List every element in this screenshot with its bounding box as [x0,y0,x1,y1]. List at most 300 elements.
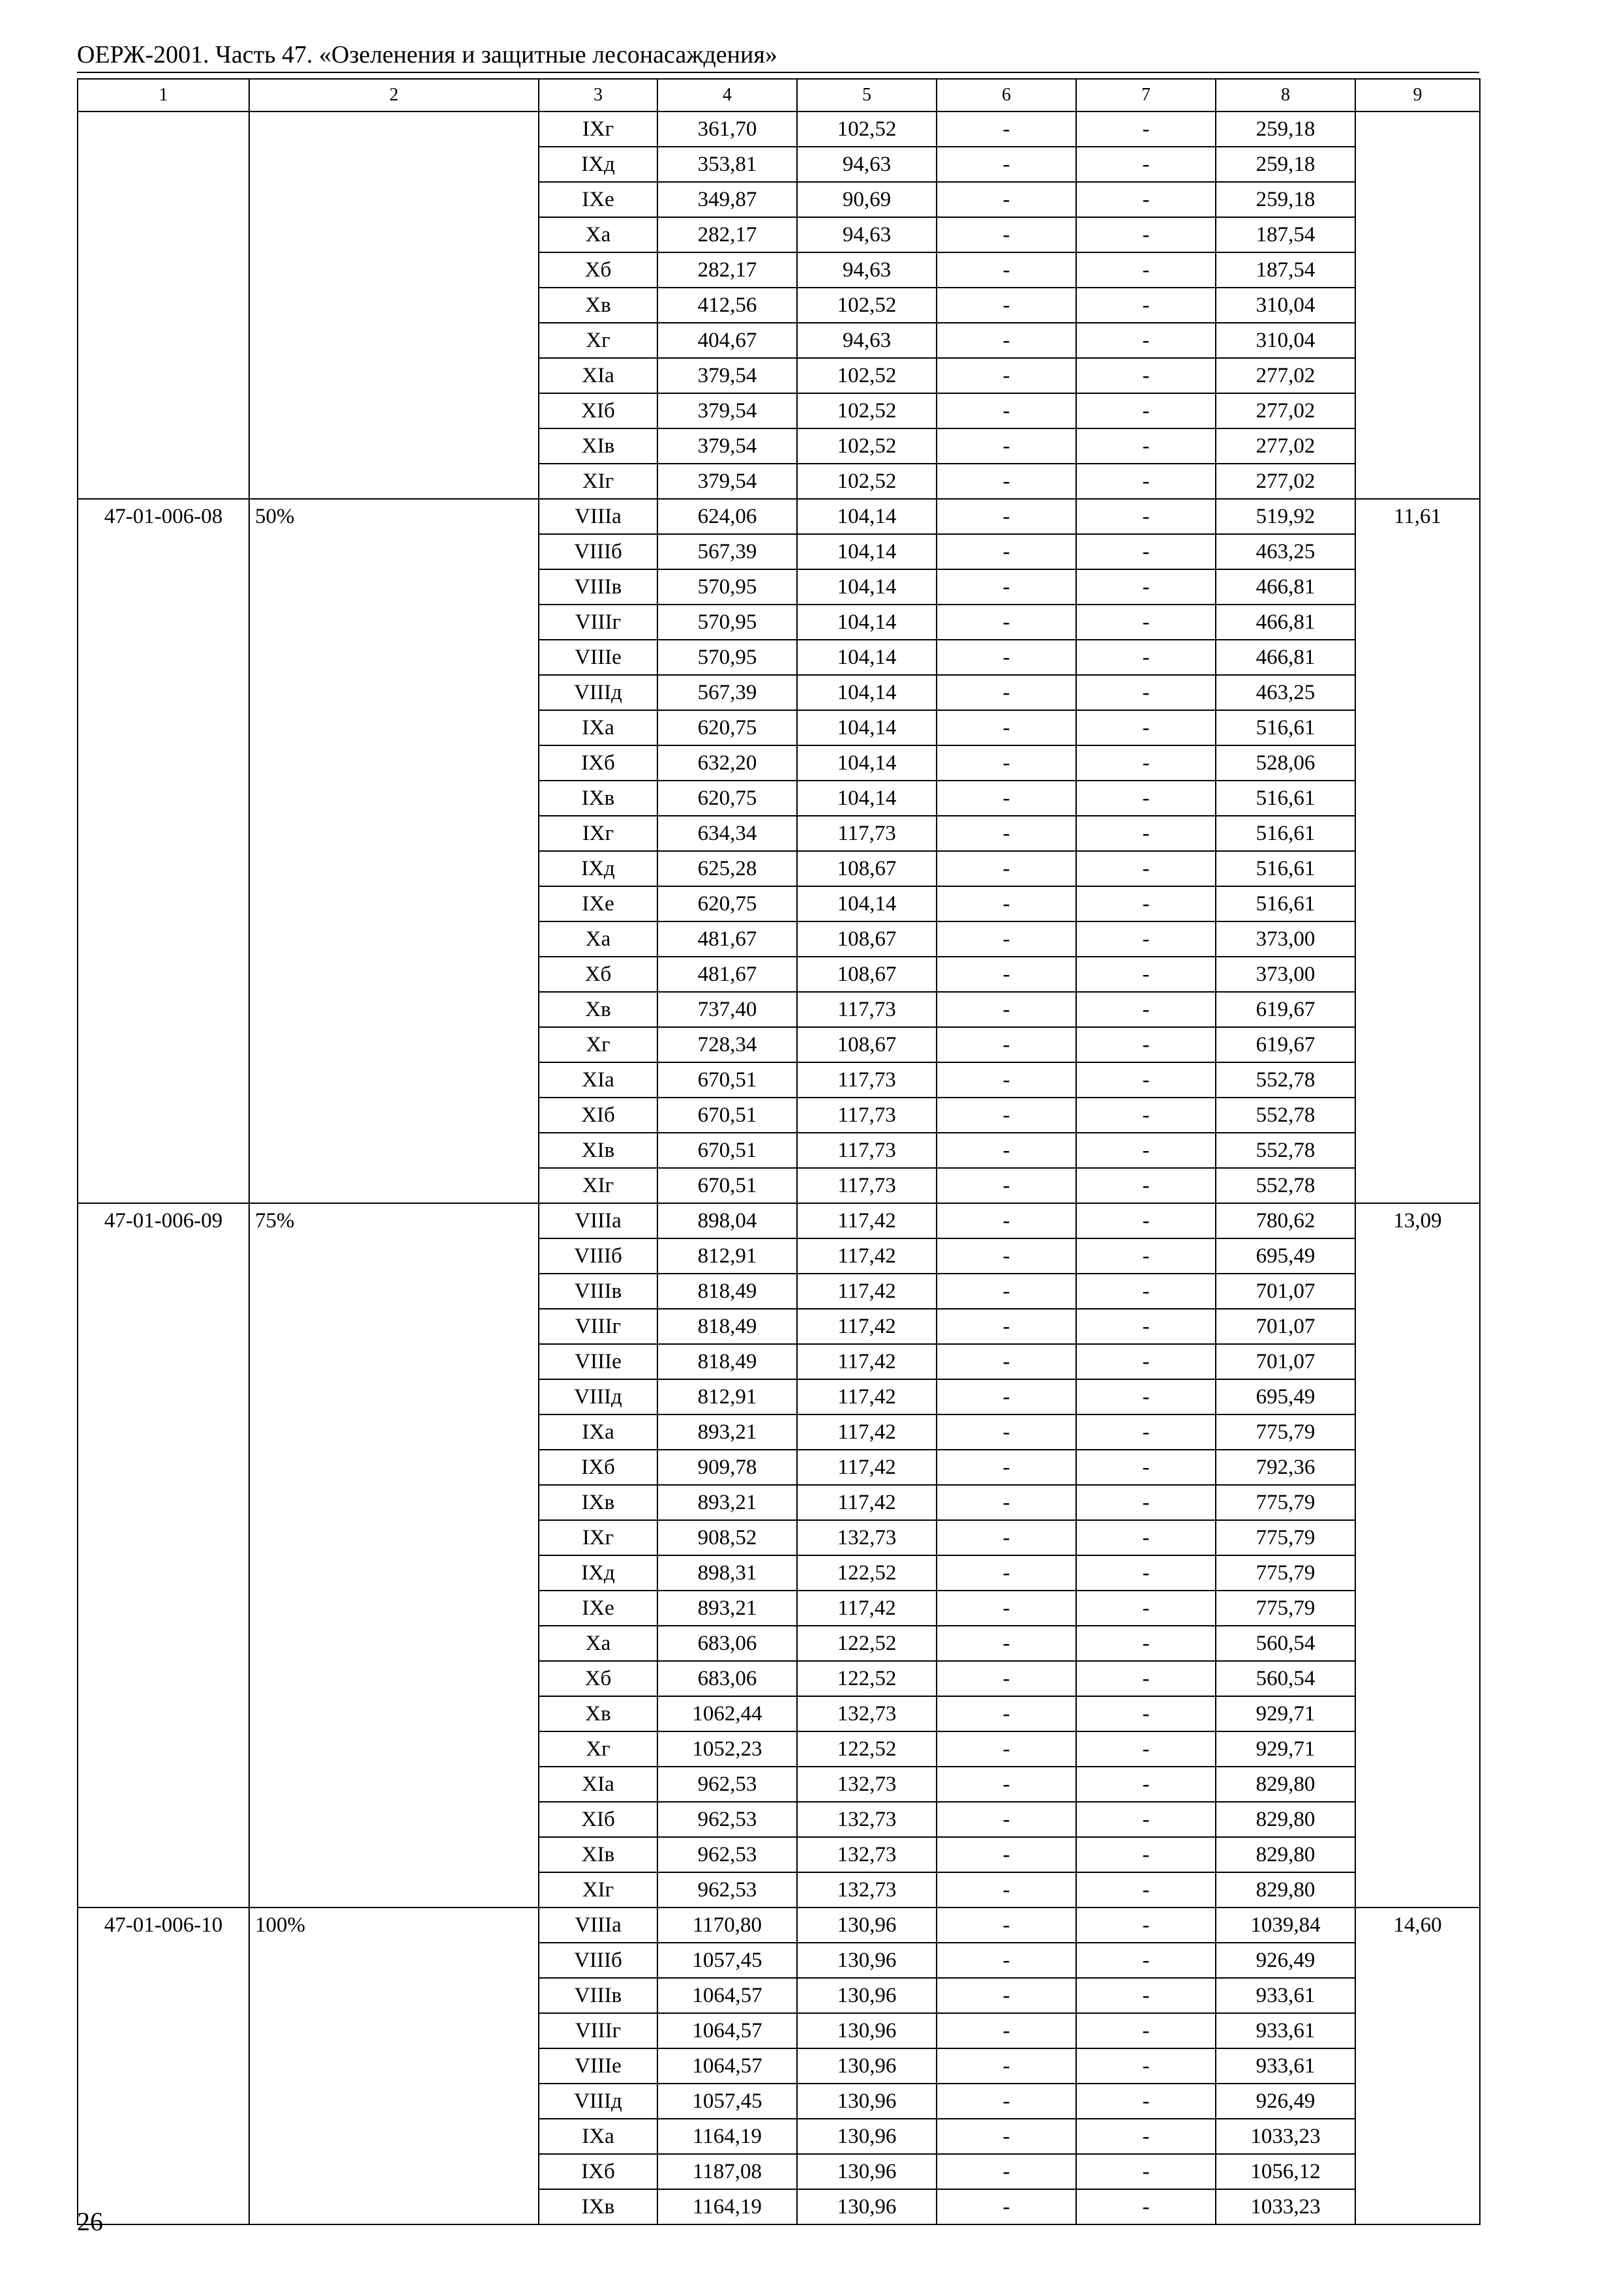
wage-cell: 132,73 [797,1802,937,1837]
machinist-wage-cell: - [1076,2013,1216,2048]
machines-cell: - [937,886,1076,921]
wage-cell: 104,14 [797,745,937,781]
machines-cell: - [937,1731,1076,1767]
column-header: 1 [78,79,249,112]
total-cost-cell: 567,39 [657,534,797,569]
machines-cell: - [937,1978,1076,2013]
machinist-wage-cell: - [1076,1414,1216,1450]
machines-cell: - [937,323,1076,358]
materials-cell: 695,49 [1216,1238,1355,1274]
zone-cell: VIIIд [539,1379,657,1414]
total-cost-cell: 1164,19 [657,2119,797,2154]
materials-cell: 775,79 [1216,1591,1355,1626]
zone-cell: VIIIе [539,640,657,675]
wage-cell: 104,14 [797,781,937,816]
machines-cell: - [937,1520,1076,1555]
machinist-wage-cell: - [1076,428,1216,464]
zone-cell: Xг [539,1731,657,1767]
materials-cell: 701,07 [1216,1274,1355,1309]
total-cost-cell: 1187,08 [657,2154,797,2189]
wage-cell: 122,52 [797,1731,937,1767]
machinist-wage-cell: - [1076,534,1216,569]
machines-cell: - [937,605,1076,640]
zone-cell: IXв [539,2189,657,2224]
labor-cost-cell: 11,61 [1355,499,1480,1203]
materials-cell: 187,54 [1216,217,1355,252]
rate-code-cell [78,112,249,499]
machinist-wage-cell: - [1076,2084,1216,2119]
zone-cell: IXе [539,886,657,921]
materials-cell: 516,61 [1216,781,1355,816]
materials-cell: 829,80 [1216,1767,1355,1802]
wage-cell: 130,96 [797,1978,937,2013]
wage-cell: 104,14 [797,534,937,569]
wage-cell: 94,63 [797,323,937,358]
machinist-wage-cell: - [1076,1238,1216,1274]
machines-cell: - [937,745,1076,781]
zone-cell: Xв [539,1696,657,1731]
machinist-wage-cell: - [1076,710,1216,745]
machinist-wage-cell: - [1076,957,1216,992]
wage-cell: 117,73 [797,1168,937,1203]
total-cost-cell: 1170,80 [657,1908,797,1943]
zone-cell: Xб [539,1661,657,1696]
machinist-wage-cell: - [1076,921,1216,957]
materials-cell: 466,81 [1216,569,1355,605]
materials-cell: 259,18 [1216,112,1355,147]
machinist-wage-cell: - [1076,886,1216,921]
wage-cell: 130,96 [797,2119,937,2154]
materials-cell: 552,78 [1216,1098,1355,1133]
machines-cell: - [937,393,1076,428]
machines-cell: - [937,534,1076,569]
wage-cell: 90,69 [797,182,937,217]
machinist-wage-cell: - [1076,1379,1216,1414]
total-cost-cell: 634,34 [657,816,797,851]
total-cost-cell: 570,95 [657,569,797,605]
machines-cell: - [937,288,1076,323]
column-header: 2 [249,79,539,112]
total-cost-cell: 353,81 [657,147,797,182]
total-cost-cell: 812,91 [657,1238,797,1274]
wage-cell: 117,42 [797,1414,937,1450]
materials-cell: 829,80 [1216,1802,1355,1837]
total-cost-cell: 379,54 [657,358,797,393]
materials-cell: 310,04 [1216,288,1355,323]
materials-cell: 373,00 [1216,957,1355,992]
machinist-wage-cell: - [1076,1591,1216,1626]
zone-cell: XIв [539,428,657,464]
wage-cell: 102,52 [797,112,937,147]
wage-cell: 122,52 [797,1661,937,1696]
machines-cell: - [937,147,1076,182]
total-cost-cell: 1164,19 [657,2189,797,2224]
zone-cell: XIб [539,393,657,428]
zone-cell: Xв [539,288,657,323]
total-cost-cell: 670,51 [657,1168,797,1203]
wage-cell: 130,96 [797,2048,937,2084]
zone-cell: XIа [539,1062,657,1098]
column-number-row [78,79,1480,112]
column-header: 8 [1216,79,1355,112]
machines-cell: - [937,2154,1076,2189]
materials-cell: 1033,23 [1216,2189,1355,2224]
wage-cell: 104,14 [797,710,937,745]
zone-cell: Xг [539,1027,657,1062]
zone-cell: VIIIг [539,605,657,640]
zone-cell: XIа [539,1767,657,1802]
total-cost-cell: 379,54 [657,464,797,499]
wage-cell: 132,73 [797,1767,937,1802]
wage-cell: 117,42 [797,1344,937,1379]
rate-name-cell: 50% [249,499,539,1203]
column-header: 9 [1355,79,1480,112]
machines-cell: - [937,1379,1076,1414]
materials-cell: 1056,12 [1216,2154,1355,2189]
materials-cell: 310,04 [1216,323,1355,358]
machinist-wage-cell: - [1076,358,1216,393]
zone-cell: IXг [539,112,657,147]
wage-cell: 94,63 [797,252,937,288]
column-header: 4 [657,79,797,112]
column-header: 7 [1076,79,1216,112]
zone-cell: XIб [539,1098,657,1133]
machines-cell: - [937,1238,1076,1274]
materials-cell: 775,79 [1216,1485,1355,1520]
total-cost-cell: 620,75 [657,710,797,745]
total-cost-cell: 282,17 [657,252,797,288]
zone-cell: XIг [539,464,657,499]
wage-cell: 102,52 [797,464,937,499]
machinist-wage-cell: - [1076,1978,1216,2013]
machinist-wage-cell: - [1076,1450,1216,1485]
labor-cost-cell: 13,09 [1355,1203,1480,1908]
machinist-wage-cell: - [1076,1837,1216,1872]
machinist-wage-cell: - [1076,252,1216,288]
zone-cell: IXа [539,710,657,745]
machinist-wage-cell: - [1076,1555,1216,1591]
total-cost-cell: 620,75 [657,781,797,816]
total-cost-cell: 412,56 [657,288,797,323]
zone-cell: VIIIг [539,2013,657,2048]
total-cost-cell: 683,06 [657,1626,797,1661]
materials-cell: 775,79 [1216,1555,1355,1591]
machinist-wage-cell: - [1076,1098,1216,1133]
zone-cell: IXд [539,147,657,182]
zone-cell: VIIIа [539,499,657,534]
rate-name-cell: 75% [249,1203,539,1908]
total-cost-cell: 1062,44 [657,1696,797,1731]
machinist-wage-cell: - [1076,1344,1216,1379]
materials-cell: 829,80 [1216,1872,1355,1908]
machines-cell: - [937,1098,1076,1133]
total-cost-cell: 737,40 [657,992,797,1027]
zone-cell: VIIIд [539,2084,657,2119]
machinist-wage-cell: - [1076,323,1216,358]
machinist-wage-cell: - [1076,1133,1216,1168]
wage-cell: 132,73 [797,1520,937,1555]
wage-cell: 130,96 [797,1908,937,1943]
zone-cell: VIIIв [539,569,657,605]
machines-cell: - [937,816,1076,851]
wage-cell: 130,96 [797,1943,937,1978]
labor-cost-cell: 14,60 [1355,1908,1480,2224]
wage-cell: 117,73 [797,1133,937,1168]
zone-cell: Xа [539,1626,657,1661]
wage-cell: 102,52 [797,428,937,464]
table-row [78,1908,1480,1943]
materials-cell: 933,61 [1216,1978,1355,2013]
wage-cell: 108,67 [797,851,937,886]
total-cost-cell: 962,53 [657,1802,797,1837]
wage-cell: 130,96 [797,2084,937,2119]
machines-cell: - [937,252,1076,288]
materials-cell: 519,92 [1216,499,1355,534]
materials-cell: 619,67 [1216,992,1355,1027]
machinist-wage-cell: - [1076,569,1216,605]
machines-cell: - [937,569,1076,605]
materials-cell: 277,02 [1216,428,1355,464]
machinist-wage-cell: - [1076,1908,1216,1943]
zone-cell: IXа [539,1414,657,1450]
rate-code-cell: 47-01-006-09 [78,1203,249,1908]
machines-cell: - [937,499,1076,534]
zone-cell: VIIIб [539,1943,657,1978]
total-cost-cell: 898,31 [657,1555,797,1591]
materials-cell: 701,07 [1216,1344,1355,1379]
total-cost-cell: 567,39 [657,675,797,710]
machinist-wage-cell: - [1076,675,1216,710]
materials-cell: 277,02 [1216,358,1355,393]
table-row [78,112,1480,147]
wage-cell: 104,14 [797,605,937,640]
zone-cell: Xа [539,217,657,252]
machines-cell: - [937,1344,1076,1379]
wage-cell: 102,52 [797,393,937,428]
materials-cell: 277,02 [1216,464,1355,499]
machinist-wage-cell: - [1076,217,1216,252]
zone-cell: IXб [539,745,657,781]
materials-cell: 780,62 [1216,1203,1355,1238]
total-cost-cell: 570,95 [657,605,797,640]
machinist-wage-cell: - [1076,851,1216,886]
machinist-wage-cell: - [1076,781,1216,816]
machinist-wage-cell: - [1076,464,1216,499]
total-cost-cell: 481,67 [657,957,797,992]
zone-cell: XIа [539,358,657,393]
total-cost-cell: 893,21 [657,1485,797,1520]
machines-cell: - [937,1767,1076,1802]
zone-cell: VIIIа [539,1908,657,1943]
zone-cell: XIб [539,1802,657,1837]
zone-cell: IXб [539,2154,657,2189]
zone-cell: Xа [539,921,657,957]
machinist-wage-cell: - [1076,393,1216,428]
machinist-wage-cell: - [1076,2048,1216,2084]
machinist-wage-cell: - [1076,2119,1216,2154]
total-cost-cell: 893,21 [657,1414,797,1450]
total-cost-cell: 812,91 [657,1379,797,1414]
wage-cell: 117,42 [797,1238,937,1274]
machinist-wage-cell: - [1076,1062,1216,1098]
machinist-wage-cell: - [1076,2189,1216,2224]
materials-cell: 560,54 [1216,1661,1355,1696]
materials-cell: 259,18 [1216,182,1355,217]
total-cost-cell: 1064,57 [657,2013,797,2048]
machines-cell: - [937,464,1076,499]
zone-cell: XIг [539,1872,657,1908]
total-cost-cell: 1064,57 [657,2048,797,2084]
materials-cell: 933,61 [1216,2048,1355,2084]
materials-cell: 829,80 [1216,1837,1355,1872]
total-cost-cell: 1064,57 [657,1978,797,2013]
zone-cell: Xв [539,992,657,1027]
machines-cell: - [937,217,1076,252]
materials-cell: 933,61 [1216,2013,1355,2048]
machinist-wage-cell: - [1076,1802,1216,1837]
machines-cell: - [937,1485,1076,1520]
total-cost-cell: 893,21 [657,1591,797,1626]
machinist-wage-cell: - [1076,182,1216,217]
rate-code-cell: 47-01-006-08 [78,499,249,1203]
column-header: 3 [539,79,657,112]
total-cost-cell: 349,87 [657,182,797,217]
total-cost-cell: 620,75 [657,886,797,921]
wage-cell: 108,67 [797,1027,937,1062]
machinist-wage-cell: - [1076,1027,1216,1062]
machines-cell: - [937,675,1076,710]
machines-cell: - [937,2189,1076,2224]
total-cost-cell: 962,53 [657,1837,797,1872]
materials-cell: 516,61 [1216,816,1355,851]
zone-cell: VIIIе [539,2048,657,2084]
total-cost-cell: 1057,45 [657,1943,797,1978]
total-cost-cell: 1057,45 [657,2084,797,2119]
total-cost-cell: 909,78 [657,1450,797,1485]
materials-cell: 926,49 [1216,1943,1355,1978]
zone-cell: Xб [539,252,657,288]
machines-cell: - [937,1274,1076,1309]
machinist-wage-cell: - [1076,1309,1216,1344]
wage-cell: 117,73 [797,1062,937,1098]
total-cost-cell: 818,49 [657,1274,797,1309]
materials-cell: 792,36 [1216,1450,1355,1485]
machines-cell: - [937,1661,1076,1696]
materials-cell: 1039,84 [1216,1908,1355,1943]
materials-cell: 466,81 [1216,605,1355,640]
machinist-wage-cell: - [1076,605,1216,640]
machinist-wage-cell: - [1076,745,1216,781]
machines-cell: - [937,921,1076,957]
machines-cell: - [937,428,1076,464]
machines-cell: - [937,1591,1076,1626]
zone-cell: VIIIд [539,675,657,710]
machines-cell: - [937,1450,1076,1485]
machinist-wage-cell: - [1076,112,1216,147]
total-cost-cell: 632,20 [657,745,797,781]
machines-cell: - [937,957,1076,992]
wage-cell: 132,73 [797,1696,937,1731]
total-cost-cell: 379,54 [657,428,797,464]
wage-cell: 104,14 [797,640,937,675]
total-cost-cell: 361,70 [657,112,797,147]
materials-cell: 259,18 [1216,147,1355,182]
zone-cell: IXд [539,1555,657,1591]
zone-cell: XIв [539,1133,657,1168]
zone-cell: IXг [539,1520,657,1555]
total-cost-cell: 898,04 [657,1203,797,1238]
materials-cell: 516,61 [1216,710,1355,745]
materials-cell: 619,67 [1216,1027,1355,1062]
total-cost-cell: 670,51 [657,1062,797,1098]
zone-cell: VIIIг [539,1309,657,1344]
machinist-wage-cell: - [1076,2154,1216,2189]
wage-cell: 117,42 [797,1591,937,1626]
machines-cell: - [937,1696,1076,1731]
wage-cell: 117,42 [797,1379,937,1414]
wage-cell: 117,73 [797,816,937,851]
machines-cell: - [937,1133,1076,1168]
total-cost-cell: 570,95 [657,640,797,675]
zone-cell: IXб [539,1450,657,1485]
zone-cell: IXг [539,816,657,851]
materials-cell: 926,49 [1216,2084,1355,2119]
machinist-wage-cell: - [1076,1661,1216,1696]
machinist-wage-cell: - [1076,1274,1216,1309]
zone-cell: XIв [539,1837,657,1872]
total-cost-cell: 962,53 [657,1767,797,1802]
materials-cell: 463,25 [1216,534,1355,569]
wage-cell: 102,52 [797,358,937,393]
total-cost-cell: 625,28 [657,851,797,886]
wage-cell: 94,63 [797,217,937,252]
zone-cell: IXе [539,1591,657,1626]
wage-cell: 117,42 [797,1203,937,1238]
machinist-wage-cell: - [1076,992,1216,1027]
wage-cell: 130,96 [797,2189,937,2224]
materials-cell: 187,54 [1216,252,1355,288]
zone-cell: VIIIе [539,1344,657,1379]
wage-cell: 130,96 [797,2013,937,2048]
machinist-wage-cell: - [1076,1943,1216,1978]
wage-cell: 104,14 [797,499,937,534]
zone-cell: Xг [539,323,657,358]
machinist-wage-cell: - [1076,1203,1216,1238]
machinist-wage-cell: - [1076,1626,1216,1661]
materials-cell: 929,71 [1216,1696,1355,1731]
machines-cell: - [937,2119,1076,2154]
total-cost-cell: 908,52 [657,1520,797,1555]
wage-cell: 108,67 [797,957,937,992]
materials-cell: 373,00 [1216,921,1355,957]
machines-cell: - [937,1203,1076,1238]
rate-name-cell: 100% [249,1908,539,2224]
wage-cell: 117,73 [797,1098,937,1133]
machinist-wage-cell: - [1076,1696,1216,1731]
machinist-wage-cell: - [1076,1485,1216,1520]
total-cost-cell: 379,54 [657,393,797,428]
materials-cell: 1033,23 [1216,2119,1355,2154]
machines-cell: - [937,1802,1076,1837]
total-cost-cell: 818,49 [657,1344,797,1379]
rate-name-cell [249,112,539,499]
materials-cell: 466,81 [1216,640,1355,675]
page-header-title: ОЕРЖ-2001. Часть 47. «Озеленения и защитные лесонасаждения» [77,41,777,68]
header-divider [77,72,1479,73]
machines-cell: - [937,1872,1076,1908]
machines-cell: - [937,2084,1076,2119]
materials-cell: 516,61 [1216,886,1355,921]
